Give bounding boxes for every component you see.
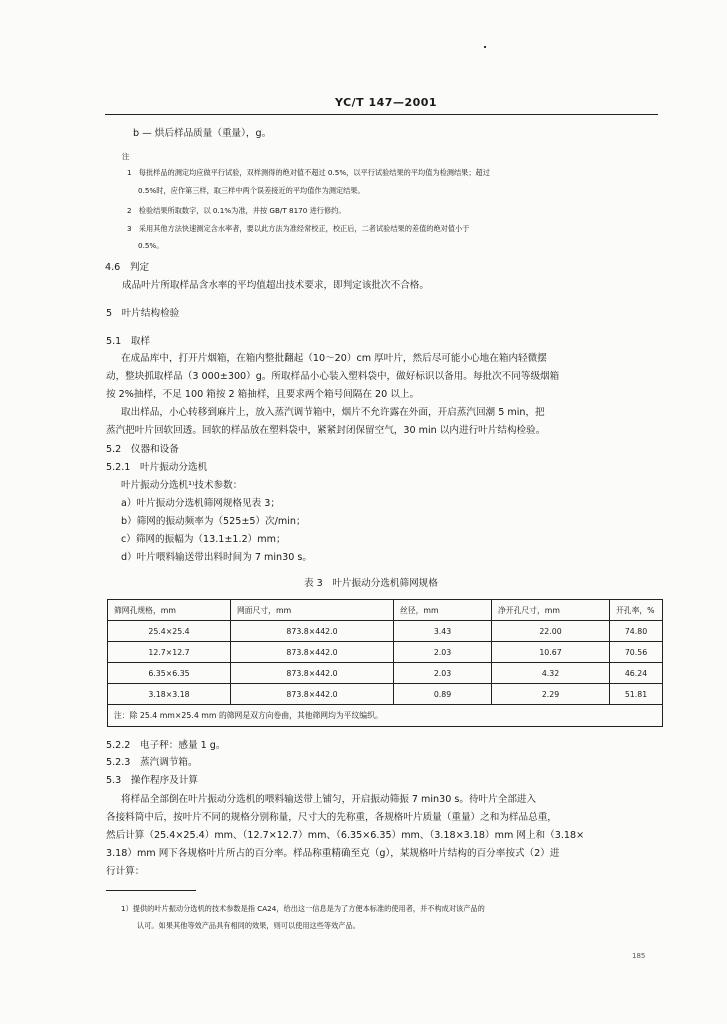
- cell-wire-diameter: 3.43: [394, 621, 492, 642]
- section-5: 5 叶片结构检验: [106, 308, 180, 319]
- cell-screen-size: 873.8×442.0: [231, 663, 394, 684]
- para-5-1-line-1: 在成品库中，打开片烟箱，在箱内整批翻起（10～20）cm 厚叶片，然后尽可能小心地在箱内轻微摆: [121, 353, 547, 364]
- param-c: c）筛网的振幅为（13.1±1.2）mm；: [121, 534, 286, 545]
- cell-open-area: 70.56: [610, 642, 663, 663]
- table-note-row: [108, 705, 663, 727]
- note-2: 2 检验结果所取数字，以 0.1%为准，并按 GB/T 8170 进行修约。: [127, 206, 346, 215]
- footnote-line-2: 认可。如果其他等效产品具有相同的效果，则可以使用这些等效产品。: [137, 921, 360, 930]
- cell-net-opening: 22.00: [492, 621, 610, 642]
- table-row: [108, 621, 663, 642]
- table-row: [108, 663, 663, 684]
- header-rule: [105, 114, 658, 115]
- header-open-area: 开孔率，%: [610, 600, 663, 621]
- note-3-line-2: 0.5%。: [138, 241, 164, 250]
- b-definition: b — 烘后样品质量（重量），g。: [133, 128, 272, 139]
- para-5-1-line-4: 取出样品，小心转移到麻片上，放入蒸汽调节箱中，烟片不允许露在外面，开启蒸汽回潮 5 min，把: [121, 407, 545, 418]
- note-1-line-1: 1 每批样品的测定均应做平行试验，双样测得的绝对值不超过 0.5%，以平行试验结果的平均值为检测结果；超过: [127, 168, 490, 177]
- cell-mesh-size: 6.35×6.35: [108, 663, 231, 684]
- page-number: 185: [632, 952, 646, 960]
- para-5-3-line-1: 将样品全部倒在叶片振动分选机的喂料输送带上铺匀，开启振动筛振 7 min30 s。待叶片全部进入: [121, 794, 537, 805]
- cell-screen-size: 873.8×442.0: [231, 642, 394, 663]
- table-caption: 表 3 叶片振动分选机筛网规格: [304, 578, 438, 589]
- section-5-2-3: 5.2.3 蒸汽调节箱。: [106, 757, 198, 768]
- header-wire-diameter: 丝径，mm: [394, 600, 492, 621]
- cell-net-opening: 10.67: [492, 642, 610, 663]
- para-5-2-1-intro: 叶片振动分选机¹⁾技术参数：: [121, 480, 243, 491]
- section-4-6-text: 成品叶片所取样品含水率的平均值超出技术要求，即判定该批次不合格。: [122, 280, 429, 291]
- para-5-3-line-4: 3.18）mm 网下各规格叶片所占的百分率。样品称重精确至克（g），某规格叶片结构的百分率按式（2）进: [106, 848, 560, 859]
- standard-header: YC/T 147—2001: [335, 96, 438, 109]
- note-1-line-2: 0.5%时，应作第三样，取三样中两个误差接近的平均值作为测定结果。: [138, 186, 365, 195]
- cell-wire-diameter: 2.03: [394, 663, 492, 684]
- section-5-2-1: 5.2.1 叶片振动分选机: [106, 462, 208, 473]
- header-screen-size: 网面尺寸，mm: [231, 600, 394, 621]
- table-row: [108, 684, 663, 705]
- table-note: 注：除 25.4 mm×25.4 mm 的筛网是双方向卷曲，其他筛网均为平纹编织。: [108, 705, 663, 727]
- cell-net-opening: 4.32: [492, 663, 610, 684]
- section-5-2-2: 5.2.2 电子秤：感量 1 g。: [106, 740, 226, 751]
- param-b: b）筛网的振动频率为（525±5）次/min；: [121, 516, 306, 527]
- note-label: 注: [122, 152, 130, 161]
- footnote-rule: [106, 890, 196, 891]
- para-5-3-line-3: 然后计算（25.4×25.4）mm、（12.7×12.7）mm、（6.35×6.35）mm、（3.18×3.18）mm 网上和（3.18×: [106, 830, 585, 841]
- para-5-1-line-5: 蒸汽把叶片回软回透。回软的样品放在塑料袋中，紧紧封闭保留空气，30 min 以内进行叶片结构检验。: [106, 425, 546, 436]
- para-5-3-line-2: 各接料筒中后，按叶片不同的规格分别称量，尺寸大的先称重，各规格叶片质量（重量）之和为样品总重，: [106, 812, 557, 823]
- cell-mesh-size: 25.4×25.4: [108, 621, 231, 642]
- table-row: [108, 642, 663, 663]
- note-3-line-1: 3 采用其他方法快速测定含水率者，要以此方法为准经常校正，校正后，二者试验结果的差值的绝对值小于: [127, 224, 470, 233]
- cell-open-area: 51.81: [610, 684, 663, 705]
- cell-mesh-size: 12.7×12.7: [108, 642, 231, 663]
- footnote-line-1: 1）提供的叶片振动分选机的技术参数是指 CA24，给出这一信息是为了方便本标准的使用者，并不构成对该产品的: [121, 904, 485, 913]
- section-4-6: 4.6 判定: [105, 262, 150, 273]
- cell-screen-size: 873.8×442.0: [231, 684, 394, 705]
- param-d: d）叶片喂料输送带出料时间为 7 min30 s。: [121, 552, 312, 563]
- param-a: a）叶片振动分选机筛网规格见表 3；: [121, 498, 280, 509]
- header-net-opening: 净开孔尺寸，mm: [492, 600, 610, 621]
- para-5-1-line-2: 动，整块抓取样品（3 000±300）g。所取样品小心装入塑料袋中，做好标识以备用。每批次不同等级烟箱: [106, 371, 560, 382]
- section-5-2: 5.2 仪器和设备: [106, 444, 179, 455]
- cell-open-area: 46.24: [610, 663, 663, 684]
- cell-mesh-size: 3.18×3.18: [108, 684, 231, 705]
- scan-speck: [484, 46, 486, 48]
- sieve-spec-table: [107, 599, 663, 727]
- table-header-row: [108, 600, 663, 621]
- section-5-3: 5.3 操作程序及计算: [106, 775, 199, 786]
- cell-wire-diameter: 0.89: [394, 684, 492, 705]
- cell-net-opening: 2.29: [492, 684, 610, 705]
- table-body: [108, 621, 663, 727]
- section-5-1: 5.1 取样: [106, 336, 151, 347]
- para-5-1-line-3: 按 2%抽样，不足 100 箱按 2 箱抽样，且要求两个箱号间隔在 20 以上。: [106, 389, 420, 400]
- cell-open-area: 74.80: [610, 621, 663, 642]
- header-mesh-size: 筛网孔规格，mm: [108, 600, 231, 621]
- para-5-3-line-5: 行计算：: [106, 866, 145, 877]
- cell-wire-diameter: 2.03: [394, 642, 492, 663]
- cell-screen-size: 873.8×442.0: [231, 621, 394, 642]
